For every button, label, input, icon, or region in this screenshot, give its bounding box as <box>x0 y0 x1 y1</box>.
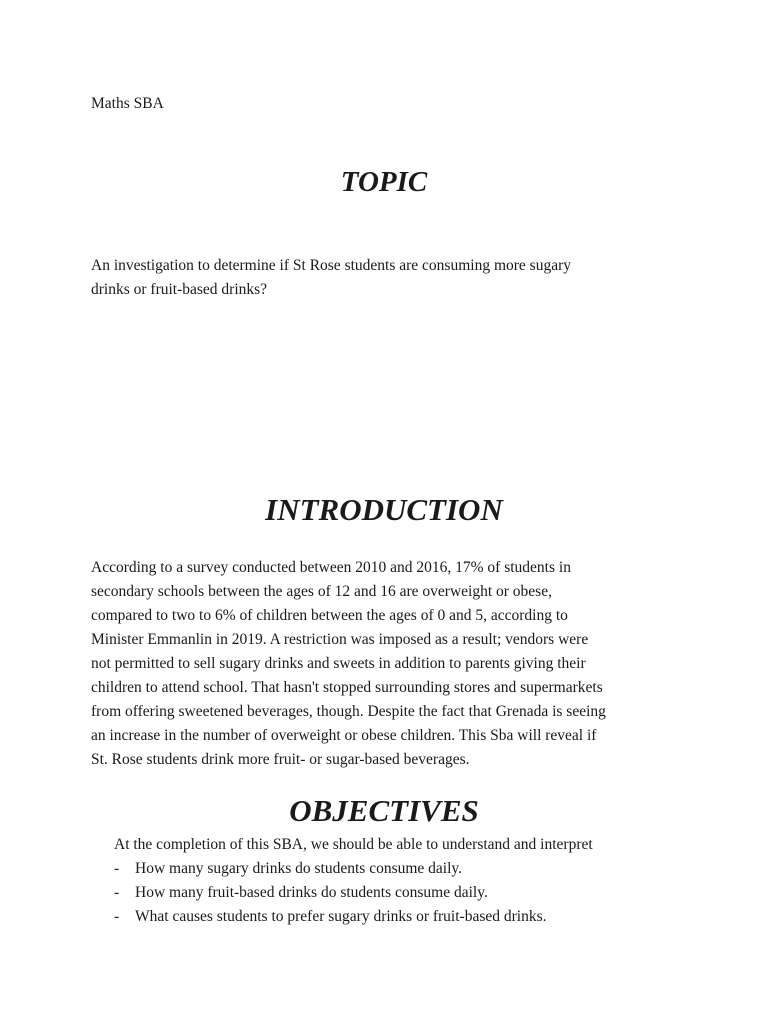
introduction-line: St. Rose students drink more fruit- or sugar-based beverages. <box>91 751 470 768</box>
dash-bullet: - <box>114 884 120 901</box>
objective-text: What causes students to prefer sugary drinks or fruit-based drinks. <box>135 908 547 925</box>
topic-heading: TOPIC <box>340 166 428 198</box>
topic-line: drinks or fruit-based drinks? <box>91 281 268 298</box>
objective-item <box>114 881 734 905</box>
introduction-line: Minister Emmanlin in 2019. A restriction was imposed as a result; vendors were <box>91 631 589 648</box>
objective-text: How many fruit-based drinks do students consume daily. <box>135 884 488 901</box>
objectives-lead: At the completion of this SBA, we should be able to understand and interpret <box>114 836 593 853</box>
objective-item <box>114 857 734 881</box>
objectives-list <box>114 857 734 929</box>
introduction-line: According to a survey conducted between 2010 and 2016, 17% of students in <box>91 559 571 576</box>
introduction-line: compared to two to 6% of children between the ages of 0 and 5, according to <box>91 607 568 624</box>
dash-bullet: - <box>114 860 120 877</box>
introduction-line: not permitted to sell sugary drinks and sweets in addition to parents giving their <box>91 655 586 672</box>
introduction-heading: INTRODUCTION <box>265 492 503 527</box>
introduction-line: secondary schools between the ages of 12 and 16 are overweight or obese, <box>91 583 552 600</box>
objectives-heading: OBJECTIVES <box>289 793 479 828</box>
topic-line: An investigation to determine if St Rose students are consuming more sugary <box>91 257 571 274</box>
introduction-line: an increase in the number of overweight or obese children. This Sba will reveal if <box>91 727 597 744</box>
topic-paragraph <box>91 254 691 302</box>
objective-item <box>114 905 734 929</box>
introduction-paragraph <box>91 556 691 772</box>
dash-bullet: - <box>114 908 120 925</box>
objective-text: How many sugary drinks do students consume daily. <box>135 860 463 877</box>
introduction-line: children to attend school. That hasn't stopped surrounding stores and supermarkets <box>91 679 603 696</box>
introduction-line: from offering sweetened beverages, though. Despite the fact that Grenada is seeing <box>91 703 606 720</box>
document-label: Maths SBA <box>91 95 164 112</box>
